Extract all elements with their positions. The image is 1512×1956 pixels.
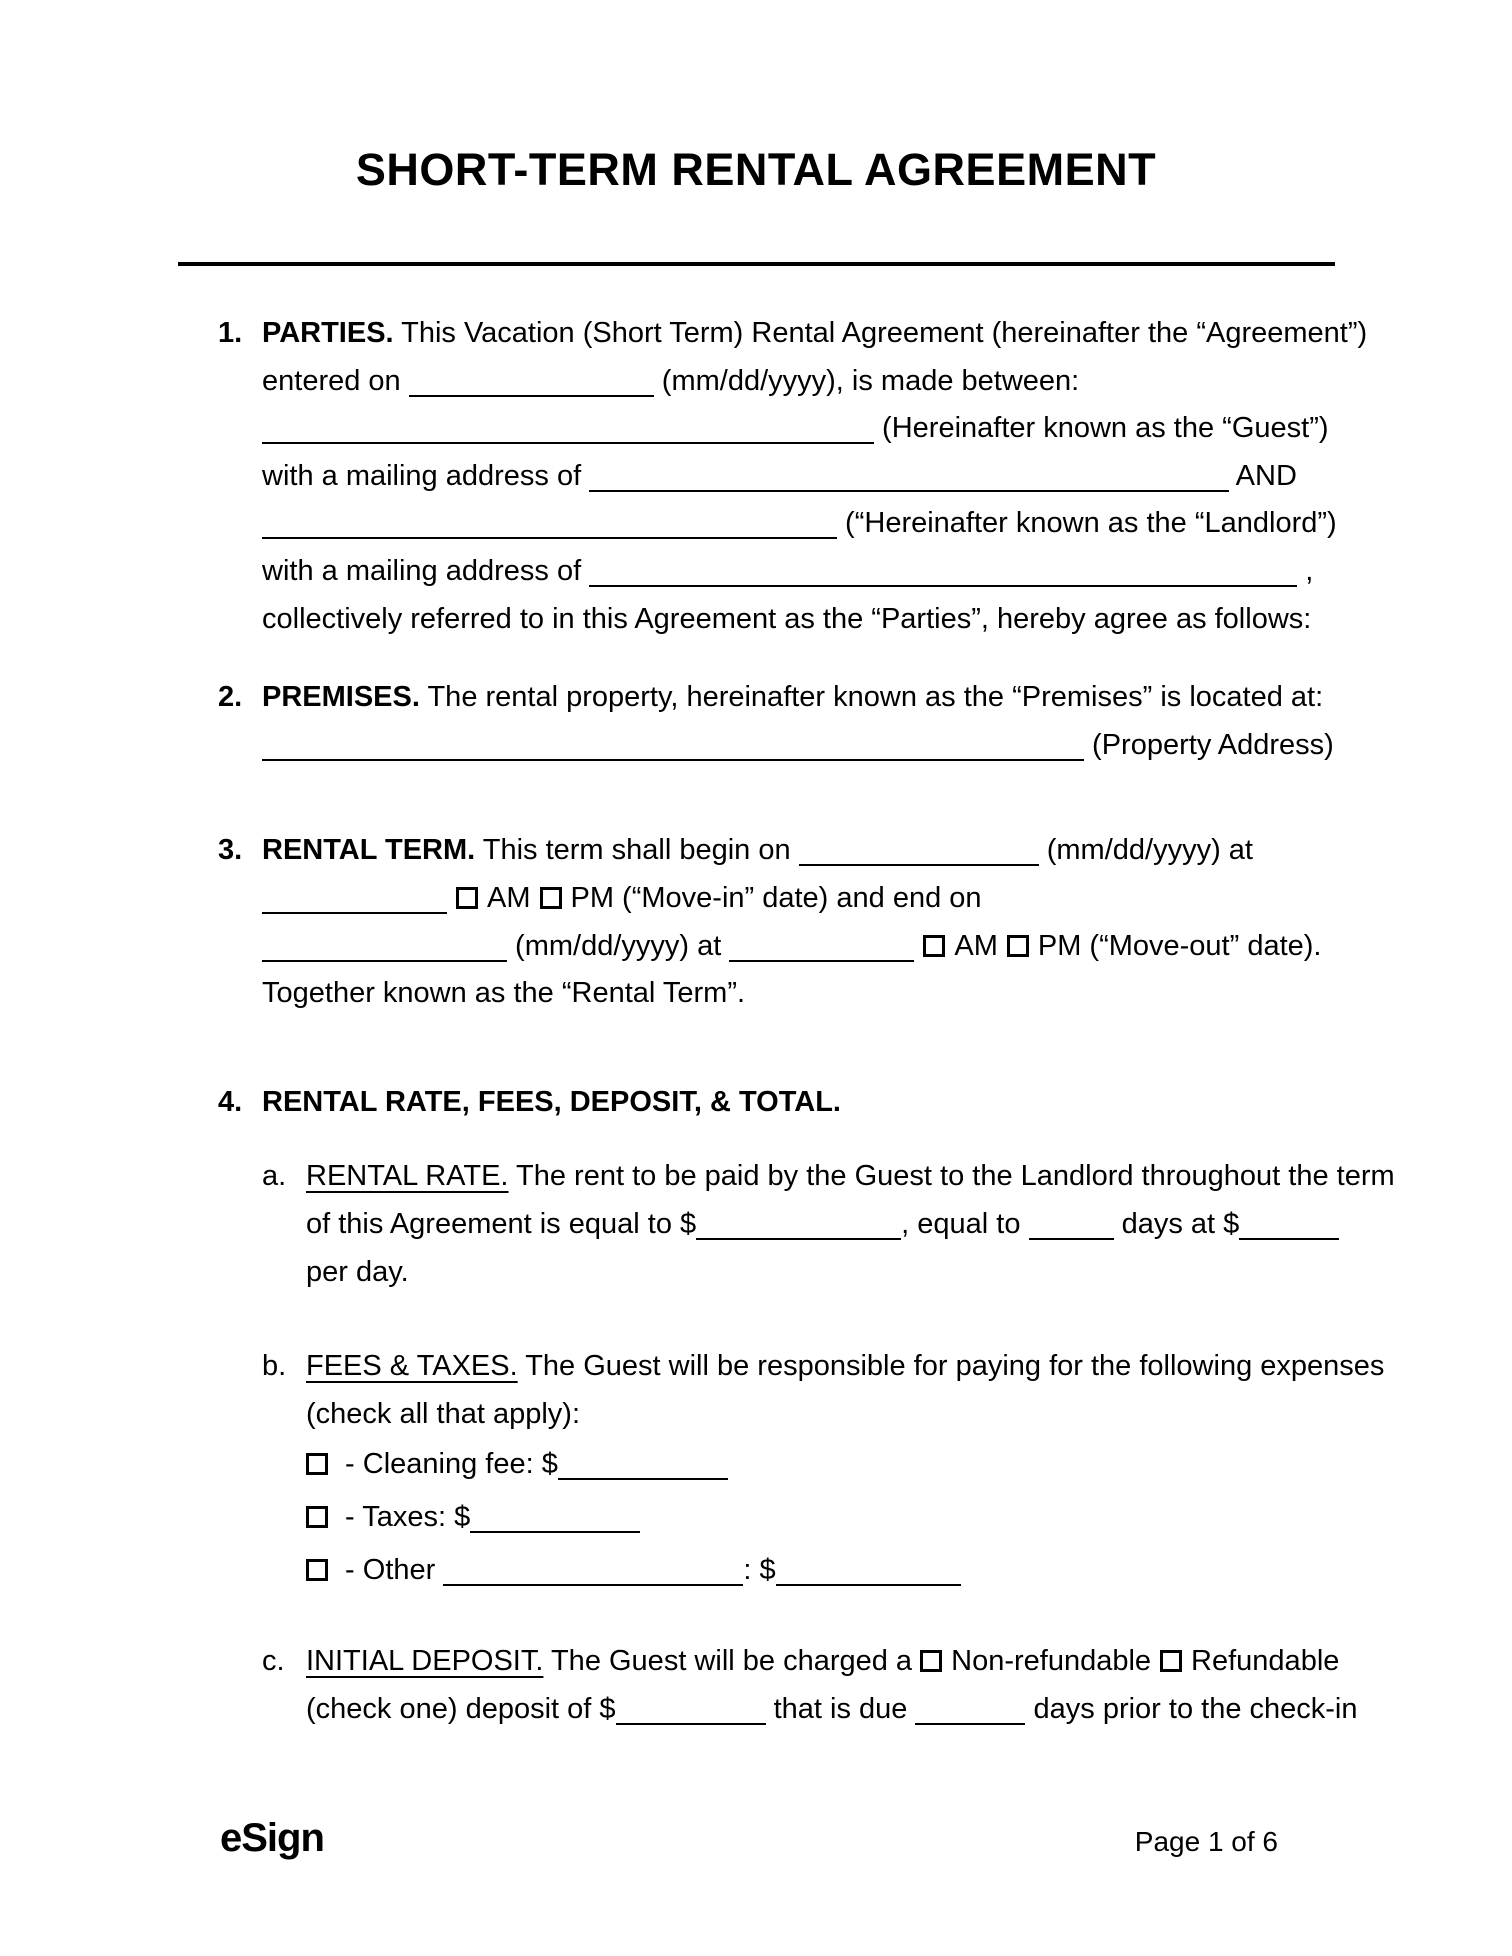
subsection-rental-rate xyxy=(0,1153,1512,1296)
subsection-fees-taxes xyxy=(0,1343,1512,1597)
begin-date-field[interactable] xyxy=(799,864,1039,866)
parties-line-2: entered on (mm/dd/yyyy), is made between: xyxy=(262,364,1080,397)
non-refundable-checkbox[interactable] xyxy=(920,1650,942,1672)
cleaning-fee-amount-field[interactable] xyxy=(558,1478,728,1480)
refundable-checkbox[interactable] xyxy=(1160,1650,1182,1672)
rental-rate-line-3: per day. xyxy=(306,1255,409,1288)
rent-total-amount-field[interactable] xyxy=(696,1238,901,1240)
page-number: Page 1 of 6 xyxy=(1134,1826,1278,1857)
subsection-heading: RENTAL RATE. xyxy=(306,1160,509,1193)
section-number: 2. xyxy=(218,681,243,714)
parties-line-4: with a mailing address of AND xyxy=(262,459,1297,492)
move-in-am-checkbox[interactable] xyxy=(456,887,478,909)
taxes-amount-field[interactable] xyxy=(470,1531,640,1533)
rent-days-field[interactable] xyxy=(1029,1238,1114,1240)
parties-line-1: PARTIES. This Vacation (Short Term) Rental Agreement (hereinafter the “Agreement”) xyxy=(262,317,1368,349)
premises-line-1: PREMISES. The rental property, hereinafter known as the “Premises” is located at: xyxy=(262,681,1324,714)
cleaning-fee-checkbox[interactable] xyxy=(306,1453,328,1475)
parties-line-7: collectively referred to in this Agreement as the “Parties”, hereby agree as follows: xyxy=(262,602,1312,635)
section-heading: PREMISES. xyxy=(262,681,420,714)
guest-name-field[interactable] xyxy=(262,442,874,444)
fees-taxes-line-1: FEES & TAXES. The Guest will be responsible for paying for the following expenses xyxy=(306,1350,1385,1383)
title-divider xyxy=(178,262,1335,266)
section-number: 3. xyxy=(218,834,243,867)
landlord-name-field[interactable] xyxy=(262,537,837,539)
other-fee-row: - Other : $ xyxy=(306,1544,1338,1597)
rental-rate-line-1: RENTAL RATE. The rent to be paid by the Guest to the Landlord throughout the term xyxy=(306,1160,1395,1193)
guest-mailing-address-field[interactable] xyxy=(589,490,1229,492)
move-in-time-field[interactable] xyxy=(262,912,447,914)
section-rental-term xyxy=(0,827,1512,1017)
parties-line-3: (Hereinafter known as the “Guest”) xyxy=(262,405,1338,453)
rental-term-line-2: AM PM (“Move-in” date) and end on xyxy=(262,875,1338,923)
rental-term-line-1: RENTAL TERM. This term shall begin on (mm/dd/yyyy) at xyxy=(262,834,1253,867)
end-date-field[interactable] xyxy=(262,960,507,962)
fees-taxes-line-2: (check all that apply): xyxy=(306,1397,581,1430)
section-heading: RENTAL TERM. xyxy=(262,834,476,867)
section-number: 1. xyxy=(218,317,243,349)
subsection-heading: INITIAL DEPOSIT. xyxy=(306,1645,544,1678)
initial-deposit-line-1: INITIAL DEPOSIT. The Guest will be charged a Non-refundable Refundable xyxy=(306,1645,1340,1678)
initial-deposit-line-2: (check one) deposit of $ that is due days prior to the check-in xyxy=(306,1692,1358,1725)
parties-line-5: (“Hereinafter known as the “Landlord”) xyxy=(262,500,1338,548)
move-out-am-checkbox[interactable] xyxy=(923,935,945,957)
property-address-field[interactable] xyxy=(262,759,1084,761)
document-title: SHORT-TERM RENTAL AGREEMENT xyxy=(355,144,1157,195)
rental-term-line-4: Together known as the “Rental Term”. xyxy=(262,977,746,1010)
rental-rate-line-2: of this Agreement is equal to $ , equal to days at $ xyxy=(306,1201,1338,1249)
taxes-row: - Taxes: $ xyxy=(306,1491,1338,1544)
subsection-heading: FEES & TAXES. xyxy=(306,1350,518,1383)
rental-term-line-3: (mm/dd/yyyy) at AM PM (“Move-out” date). xyxy=(262,923,1338,971)
section-rate-fees xyxy=(0,1079,1512,1127)
taxes-checkbox[interactable] xyxy=(306,1506,328,1528)
landlord-mailing-address-field[interactable] xyxy=(589,585,1297,587)
deposit-amount-field[interactable] xyxy=(616,1723,766,1725)
move-out-pm-checkbox[interactable] xyxy=(1007,935,1029,957)
subsection-letter: a. xyxy=(262,1160,287,1193)
subsection-letter: b. xyxy=(262,1350,287,1383)
section-number: 4. xyxy=(218,1085,243,1118)
section-premises xyxy=(0,674,1512,769)
cleaning-fee-row: - Cleaning fee: $ xyxy=(306,1438,1338,1491)
move-in-pm-checkbox[interactable] xyxy=(540,887,562,909)
rent-per-day-field[interactable] xyxy=(1239,1238,1339,1240)
subsection-letter: c. xyxy=(262,1645,285,1678)
rate-fees-heading: RENTAL RATE, FEES, DEPOSIT, & TOTAL. xyxy=(262,1085,841,1118)
subsection-initial-deposit xyxy=(0,1638,1512,1733)
other-fee-checkbox[interactable] xyxy=(306,1559,328,1581)
entered-on-date-field[interactable] xyxy=(409,395,654,397)
other-fee-amount-field[interactable] xyxy=(776,1584,961,1586)
move-out-time-field[interactable] xyxy=(729,960,914,962)
section-parties xyxy=(0,310,1512,643)
section-heading: PARTIES. xyxy=(262,317,394,349)
other-fee-description-field[interactable] xyxy=(443,1584,743,1586)
deposit-due-days-field[interactable] xyxy=(915,1723,1025,1725)
parties-line-6: with a mailing address of , xyxy=(262,554,1314,587)
premises-line-2: (Property Address) xyxy=(262,722,1338,770)
esign-logo: eSign xyxy=(220,1816,324,1860)
